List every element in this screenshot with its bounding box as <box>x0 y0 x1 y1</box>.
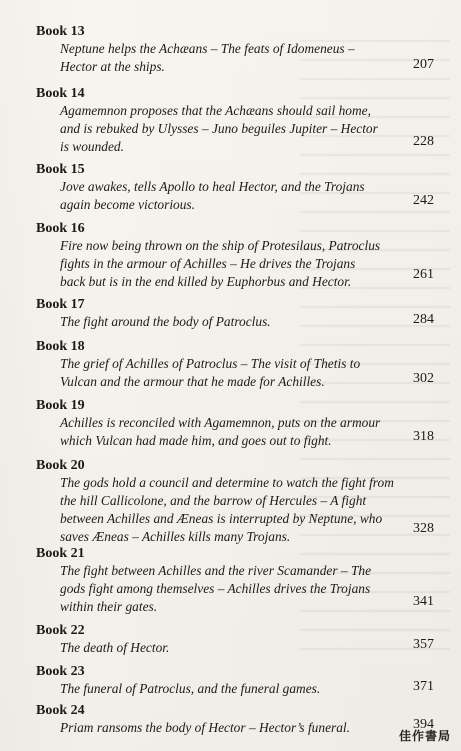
book-title: Book 16 <box>36 221 85 236</box>
book-title: Book 13 <box>36 24 85 39</box>
toc-entry-book-16 <box>36 221 436 291</box>
page-number: 357 <box>413 637 434 652</box>
toc-entry-book-15 <box>36 162 436 214</box>
toc-entry-book-13 <box>36 24 436 78</box>
toc-entry-book-18 <box>36 339 436 391</box>
toc-entry-book-21 <box>36 546 436 616</box>
page-number: 242 <box>413 193 434 208</box>
page-number: 394 <box>413 717 434 732</box>
toc-entry-book-23 <box>36 664 436 698</box>
book-title: Book 23 <box>36 664 85 679</box>
book-title: Book 21 <box>36 546 85 561</box>
page-number: 302 <box>413 371 434 386</box>
page-number: 207 <box>413 57 434 72</box>
book-title: Book 14 <box>36 86 85 101</box>
page-number: 341 <box>413 594 434 609</box>
page-number: 228 <box>413 134 434 149</box>
book-title: Book 22 <box>36 623 85 638</box>
page-number: 328 <box>413 521 434 536</box>
book-title: Book 18 <box>36 339 85 354</box>
book-description: Agamemnon proposes that the Achæans should sail home, and is rebuked by Ulysses – Juno beguiles Jupiter – Hector is wounded. <box>60 103 378 154</box>
book-description: The fight around the body of Patroclus. <box>60 314 271 329</box>
book-title: Book 24 <box>36 703 85 718</box>
toc-entry-book-19 <box>36 398 436 450</box>
book-description: Priam ransoms the body of Hector – Hector’s funeral. <box>60 720 350 735</box>
book-description: Achilles is reconciled with Agamemnon, puts on the armour which Vulcan had made him, and goes out to fight. <box>60 415 381 448</box>
book-description: Fire now being thrown on the ship of Protesilaus, Patroclus fights in the armour of Achilles – He drives the Trojans back but is in the end killed by Euphorbus and Hector. <box>60 238 381 289</box>
page-number: 284 <box>413 312 434 327</box>
book-title: Book 19 <box>36 398 85 413</box>
page-number: 371 <box>413 679 434 694</box>
page-number: 261 <box>413 267 434 282</box>
toc-entry-book-22 <box>36 623 436 657</box>
book-title: Book 15 <box>36 162 85 177</box>
book-description: Jove awakes, tells Apollo to heal Hector, and the Trojans again become victorious. <box>60 179 365 212</box>
toc-entry-book-24 <box>36 703 436 737</box>
book-description: Neptune helps the Achæans – The feats of Idomeneus – Hector at the ships. <box>60 41 355 74</box>
page-number: 318 <box>413 429 434 444</box>
toc-entry-book-14 <box>36 86 436 156</box>
book-description: The fight between Achilles and the river Scamander – The gods fight among themselves – Achilles drives the Trojans within their gates. <box>60 563 372 614</box>
book-description: The death of Hector. <box>60 640 170 655</box>
book-description: The grief of Achilles of Patroclus – The visit of Thetis to Vulcan and the armour that he made for Achilles. <box>60 356 361 389</box>
book-title: Book 17 <box>36 297 85 312</box>
book-description: The funeral of Patroclus, and the funeral games. <box>60 681 321 696</box>
book-description: The gods hold a council and determine to watch the fight from the hill Callicolone, and the barrow of Hercules – A fight between Achilles and Æneas is interrupted by Neptune, who saves Æneas – Achilles kills many Trojans. <box>60 475 394 544</box>
publisher-watermark: 佳作書局 <box>398 729 451 743</box>
book-title: Book 20 <box>36 458 85 473</box>
toc-entry-book-17 <box>36 297 436 331</box>
toc-entry-book-20 <box>36 458 436 546</box>
